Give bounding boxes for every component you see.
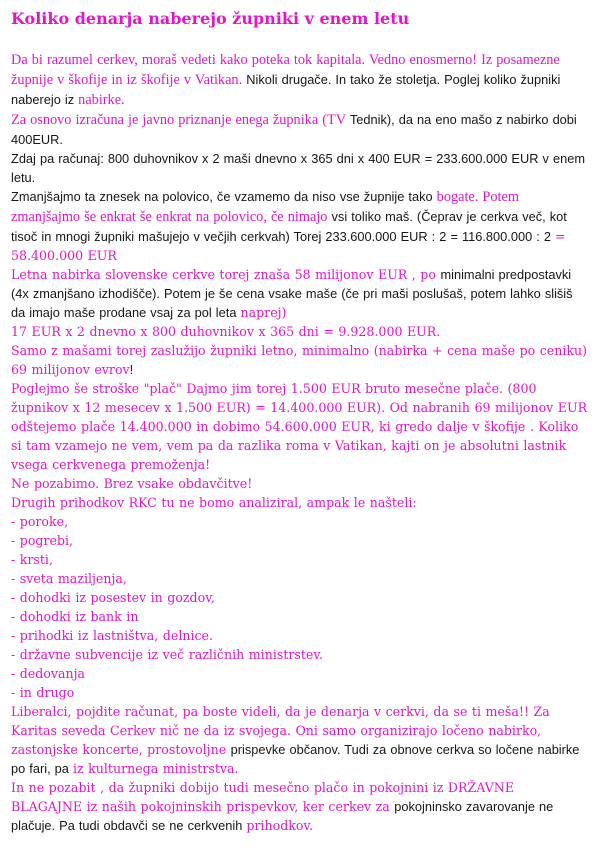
text-run: = 58.400.000 EUR <box>11 229 566 263</box>
paragraph <box>11 531 589 550</box>
paragraph <box>11 50 589 110</box>
paragraph <box>11 322 589 341</box>
text-run: Liberalci, pojdite računat, pa boste videli, da je denarja v cerkvi, da se ti meša!! Za Karitas seveda Cerkev nič ne da iz svojega. Oni samo organizirajo ločeno nabirko, zastonjske koncerte, prostovoljne <box>11 704 550 757</box>
paragraph <box>11 683 589 702</box>
paragraph <box>11 341 589 379</box>
paragraph <box>11 664 589 683</box>
paragraph <box>11 493 589 512</box>
text-run: ! <box>129 362 134 377</box>
text-run: Ne pozabimo. Brez vsake obdavčitve! <box>11 476 253 491</box>
paragraph <box>11 778 589 835</box>
page-title: Koliko denarja naberejo župniki v enem letu <box>11 9 410 28</box>
text-run: Tednik), da na eno mašo z nabirko dobi 400EUR. <box>11 112 577 147</box>
text-run: 17 EUR x 2 dnevno x 800 duhovnikov x 365 dni = 9.928.000 EUR. <box>11 324 441 339</box>
text-run: naprej) <box>240 305 287 320</box>
paragraph <box>11 474 589 493</box>
text-run: - krsti, <box>11 552 53 567</box>
text-run: Za osnovo izračuna je javno priznanje enega župnika (TV <box>11 112 350 128</box>
document-body <box>11 50 589 835</box>
text-run: prispevke občanov. Tudi za obnove cerkva so ločene nabirke po fari, pa <box>11 742 580 776</box>
text-run: - poroke, <box>11 514 69 529</box>
text-run: - državne subvencije iz več različnih ministrstev. <box>11 647 323 662</box>
paragraph <box>11 110 589 149</box>
text-run: Da bi razumel cerkev, moraš vedeti kako poteka tok kapitala. Vedno enosmerno! Iz posamezne župnije v škofije in iz škofije v Vatikan. <box>11 52 560 88</box>
text-run: - sveta maziljenja, <box>11 571 127 586</box>
text-run: Zmanjšajmo ta znesek na polovico, če vzamemo da niso vse župnije tako <box>11 189 437 204</box>
paragraph <box>11 588 589 607</box>
text-run: - pogrebi, <box>11 533 74 548</box>
text-run: bogate. Potem zmanjšajmo še enkrat še enkrat na polovico, če nimajo <box>11 189 519 225</box>
paragraph <box>11 512 589 531</box>
paragraph <box>11 607 589 626</box>
paragraph <box>11 550 589 569</box>
paragraph <box>11 569 589 588</box>
text-run: nabirke. <box>78 92 125 108</box>
text-run: Nikoli drugače. In tako že stoletja. Poglej koliko župniki naberejo iz <box>11 72 561 107</box>
text-run: pokojninsko zavarovanje ne plačuje. Pa tudi obdavči se ne cerkvenih <box>11 799 554 833</box>
text-run: Drugih prihodkov RKC tu ne bomo analiziral, ampak le našteli: <box>11 495 417 510</box>
paragraph <box>11 149 589 187</box>
text-run: - dohodki iz bank in <box>11 609 139 624</box>
paragraph <box>11 702 589 778</box>
text-run: Samo z mašami torej zaslužijo župniki letno, minimalno (nabirka + cena maše po ceniku) 69 milijonov evrov <box>11 343 588 377</box>
text-run: Letna nabirka slovenske cerkve torej znaša 58 milijonov EUR , po <box>11 267 441 282</box>
paragraph <box>11 645 589 664</box>
text-run: Zdaj pa računaj: 800 duhovnikov x 2 maši dnevno x 365 dni x 400 EUR = 233.600.000 EUR v enem letu. <box>11 151 585 185</box>
paragraph <box>11 626 589 645</box>
paragraph <box>11 379 589 474</box>
text-run: iz kulturnega ministrstva. <box>72 761 239 776</box>
text-run: minimalni predpostavki (4x zmanjšano izhodišče). Potem je še cena vsake maše (če pri maši poslušaš, potem lahko slišiš da imajo maše prodane vsaj za pol leta <box>11 267 573 320</box>
text-run: Poglejmo še stroške "plač" Dajmo jim torej 1.500 EUR bruto mesečne plače. (800 župnikov x 12 mesecev x 1.500 EUR) = 14.400.000 EUR). Od nabranih 69 milijonov EUR odštejemo plače 14.400.000 in dobimo 54.600.000 EUR, ki gredo dalje v škofije . Koliko si tam vzamejo ne vem, vem pa da razlika roma v Vatikan, kajti on je absolutni lastnik vsega cerkvenega premoženja! <box>11 381 588 472</box>
text-run: prihodkov. <box>246 818 314 833</box>
paragraph <box>11 265 589 322</box>
text-run: - dedovanja <box>11 666 86 681</box>
text-run: In ne pozabit , da župniki dobijo tudi mesečno plačo in pokojnini iz DRŽAVNE BLAGAJNE iz naših pokojninskih prispevkov, ker cerkev za <box>11 780 515 814</box>
text-run: vsi toliko maš. (Čeprav je cerkva več, kot tisoč in mnogi župniki mašujejo v večjih cerkvah) Torej 233.600.000 EUR : 2 = 116.800.000 : 2 <box>11 209 567 244</box>
text-run: - prihodki iz lastništva, delnice. <box>11 628 213 643</box>
text-run: - dohodki iz posestev in gozdov, <box>11 590 215 605</box>
text-run: - in drugo <box>11 685 75 700</box>
paragraph <box>11 187 589 265</box>
